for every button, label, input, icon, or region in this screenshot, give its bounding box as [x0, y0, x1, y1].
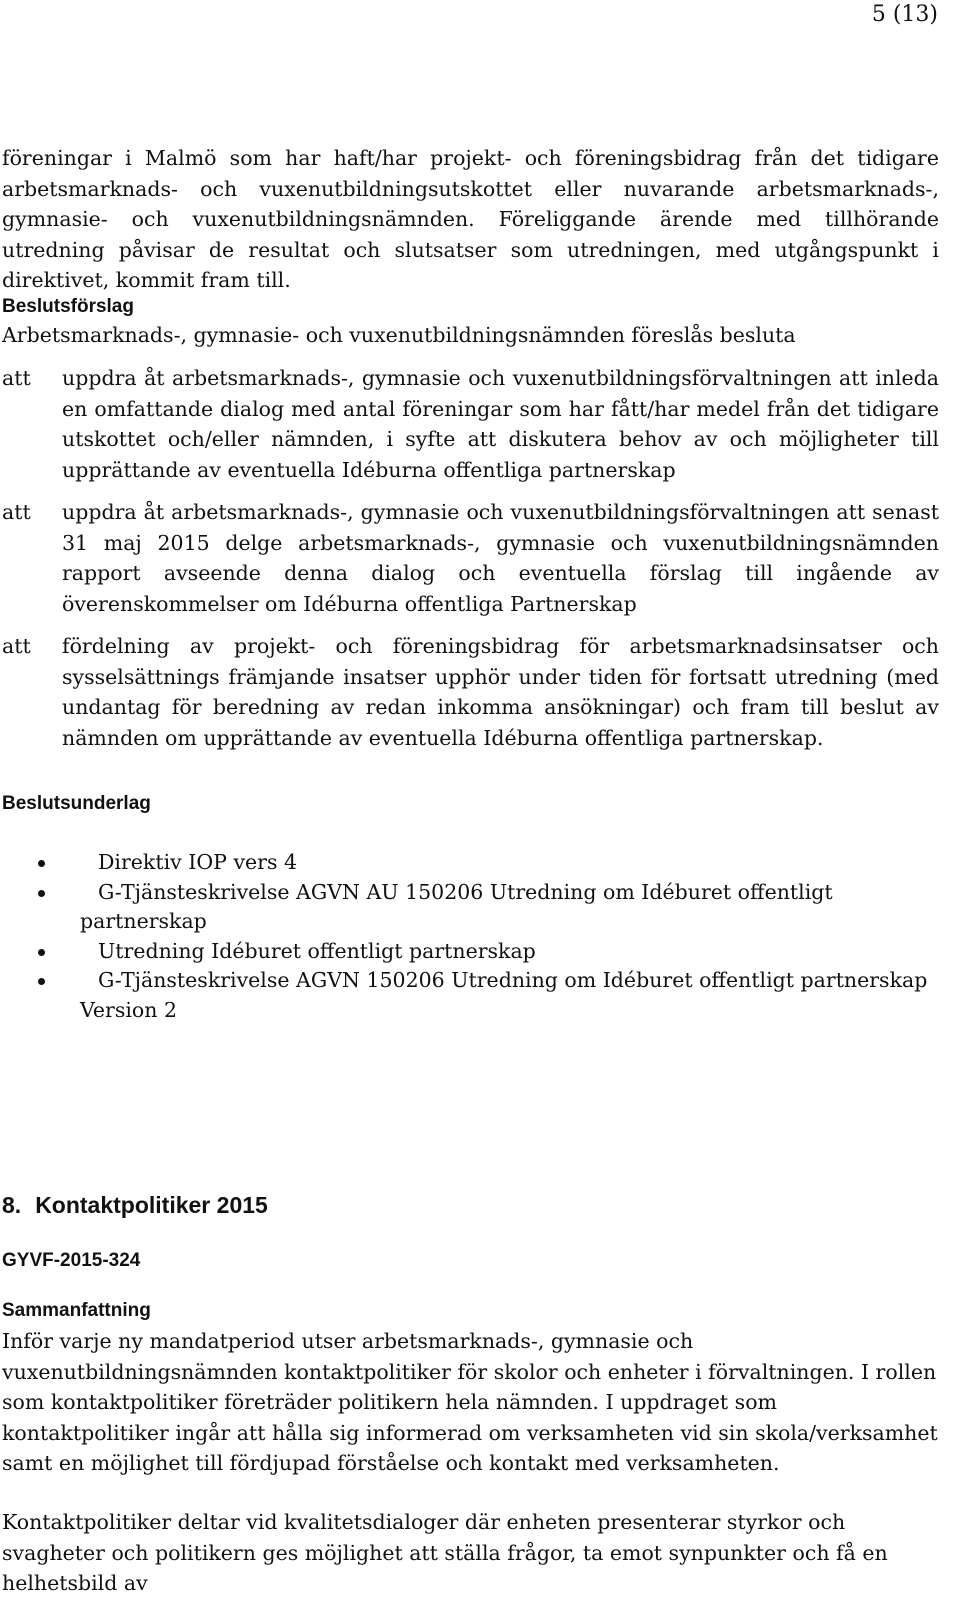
decision-text: fördelning av projekt- och föreningsbidrag för arbetsmarknadsinsatser och sysselsättnings främjande insatser upphör under tiden för fortsatt utredning (med undantag för beredning av redan inkomma ansökningar) och fram till beslut av nämnden om upprättande av eventuella Idéburna offentliga partnerskap.: [62, 634, 939, 750]
decision-text: uppdra åt arbetsmarknads-, gymnasie och vuxenutbildningsförvaltningen att inleda en omfattande dialog med antal föreningar som har fått/har medel från det tidigare utskottet och/eller nämnden, i syfte att diskutera behov av och möjligheter till upprättande av eventuella Idéburna offentliga partnerskap: [62, 366, 939, 482]
list-item-text: Direktiv IOP vers 4: [98, 850, 298, 874]
summary-paragraph-1: Inför varje ny mandatperiod utser arbetsmarknads-, gymnasie och vuxenutbildningsnämnden kontaktpolitiker för skolor och enheter i förvaltningen. I rollen som kontaktpolitiker företräder politikern hela nämnden. I uppdraget som kontaktpolitiker ingår att hålla sig informerad om verksamheten vid sin skola/verksamhet samt en möjlighet till fördjupad förståelse och kontakt med verksamheten.: [2, 1329, 938, 1475]
list-item-text: G-Tjänsteskrivelse AGVN 150206 Utredning om Idéburet offentligt partnerskap Version 2: [80, 968, 928, 1022]
beslutsforslag-lead: Arbetsmarknads-, gymnasie- och vuxenutbildningsnämnden föreslås besluta: [2, 323, 796, 347]
decision-text: uppdra åt arbetsmarknads-, gymnasie och vuxenutbildningsförvaltningen att senast 31 maj 2015 delge arbetsmarknads-, gymnasie och vuxenutbildningsnämnden rapport avseende denna dialog och eventuella förslag till ingående av överenskommelser om Idéburna offentliga Partnerskap: [62, 500, 939, 616]
beslutsunderlag-heading: Beslutsunderlag: [2, 793, 151, 814]
att-label: att: [2, 366, 31, 390]
intro-paragraph: föreningar i Malmö som har haft/har projekt- och föreningsbidrag från det tidigare arbetsmarknads- och vuxenutbildningsutskottet eller nuvarande arbetsmarknads-, gymnasie- och vuxenutbildningsnämnden. Föreliggande ärende med tillhörande utredning påvisar de resultat och slutsatser som utredningen, med utgångspunkt i direktivet, kommit fram till.: [2, 146, 939, 292]
list-item: [0, 848, 930, 878]
bullet-icon: [38, 860, 45, 867]
att-label: att: [2, 634, 31, 658]
list-item-text: G-Tjänsteskrivelse AGVN AU 150206 Utredning om Idéburet offentligt partnerskap: [80, 879, 833, 933]
bullet-icon: [38, 949, 45, 956]
beslutsforslag-heading: Beslutsförslag: [2, 296, 134, 317]
beslutsunderlag-list: [0, 848, 930, 1025]
decision-item-3: [2, 631, 939, 753]
decision-item-2: [2, 497, 939, 619]
section-number: 8.: [2, 1192, 22, 1218]
att-label: att: [2, 500, 31, 524]
page-number: 5 (13): [871, 2, 938, 27]
bullet-icon: [38, 978, 45, 985]
bullet-icon: [38, 890, 45, 897]
list-item: [0, 966, 930, 1025]
decision-item-1: [2, 363, 939, 485]
list-item: [0, 937, 930, 967]
section-title-text: Kontaktpolitiker 2015: [35, 1192, 268, 1218]
list-item-text: Utredning Idéburet offentligt partnerskap: [98, 938, 536, 963]
list-item: [0, 878, 930, 937]
section-title: [2, 1192, 268, 1219]
sammanfattning-heading: Sammanfattning: [2, 1300, 151, 1321]
summary-paragraph-2: Kontaktpolitiker deltar vid kvalitetsdialoger där enheten presenterar styrkor och svagheter och politikern ges möjlighet att ställa frågor, ta emot synpunkter och få en helhetsbild av: [2, 1510, 888, 1595]
case-id: GYVF-2015-324: [2, 1250, 141, 1271]
